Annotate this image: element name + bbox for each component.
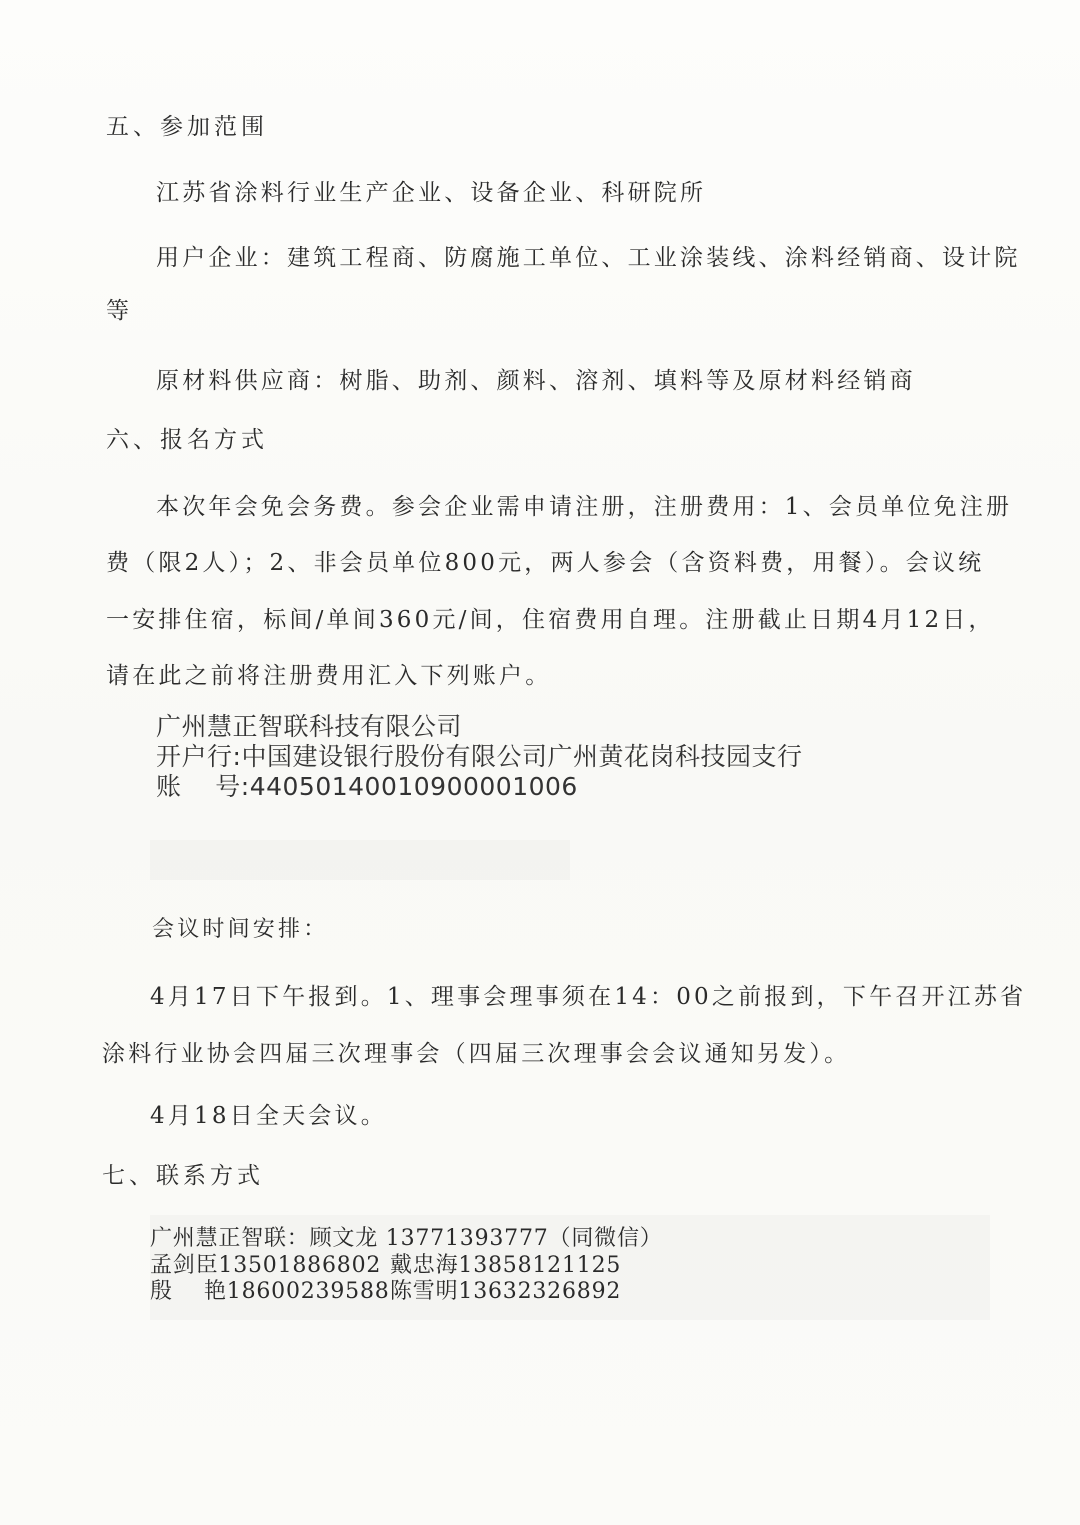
registration-para-line-1: 本次年会免会务费。参会企业需申请注册，注册费用：1、会员单位免注册: [156, 494, 1013, 520]
bank-branch-name: 中国建设银行股份有限公司广州黄花岗科技园支行: [241, 742, 803, 771]
contact-row-2-b: 戴忠海13858121125: [390, 1253, 622, 1278]
scope-line-2-cont: 等: [106, 298, 133, 324]
schedule-line-1-cont: 涂料行业协会四届三次理事会（四届三次理事会会议通知另发）。: [102, 1041, 851, 1067]
schedule-line-1: 4月17日下午报到。1、理事会理事须在14：00之前报到，下午召开江苏省: [150, 984, 1027, 1010]
scope-line-2: 用户企业：建筑工程商、防腐施工单位、工业涂装线、涂料经销商、设计院: [156, 245, 1021, 271]
bank-branch-row: [156, 742, 802, 772]
bank-account-label: 账 号:: [156, 772, 250, 801]
section-seven-heading: 七、联系方式: [102, 1163, 264, 1189]
registration-para-line-4: 请在此之前将注册费用汇入下列账户。: [106, 663, 552, 689]
section-six-heading: 六、报名方式: [106, 427, 268, 453]
schedule-title: 会议时间安排：: [152, 917, 329, 942]
bank-account-row: [156, 772, 578, 802]
scope-line-3: 原材料供应商：树脂、助剂、颜料、溶剂、填料等及原材料经销商: [156, 368, 916, 394]
contact-row-3-a: 殷 艳18600239588: [150, 1279, 390, 1304]
contact-row-3-b: 陈雪明13632326892: [390, 1279, 622, 1304]
contact-row-2-a: 孟剑臣13501886802: [150, 1253, 382, 1278]
section-five-heading: 五、参加范围: [106, 114, 268, 140]
schedule-line-2: 4月18日全天会议。: [150, 1103, 387, 1129]
registration-para-line-3: 一安排住宿，标间/单间360元/间，住宿费用自理。注册截止日期4月12日，: [106, 607, 995, 633]
bank-company: 广州慧正智联科技有限公司: [156, 712, 463, 741]
scope-line-1: 江苏省涂料行业生产企业、设备企业、科研院所: [156, 180, 707, 206]
scan-smudge: [150, 840, 570, 880]
contact-line-1: 广州慧正智联：顾文龙 13771393777（同微信）: [150, 1226, 663, 1251]
bank-account-number: 44050140010900001006: [249, 772, 578, 801]
registration-para-line-2: 费（限2人）；2、非会员单位800元，两人参会（含资料费，用餐）。会议统: [106, 550, 985, 576]
bank-branch-label: 开户行:: [156, 742, 242, 771]
